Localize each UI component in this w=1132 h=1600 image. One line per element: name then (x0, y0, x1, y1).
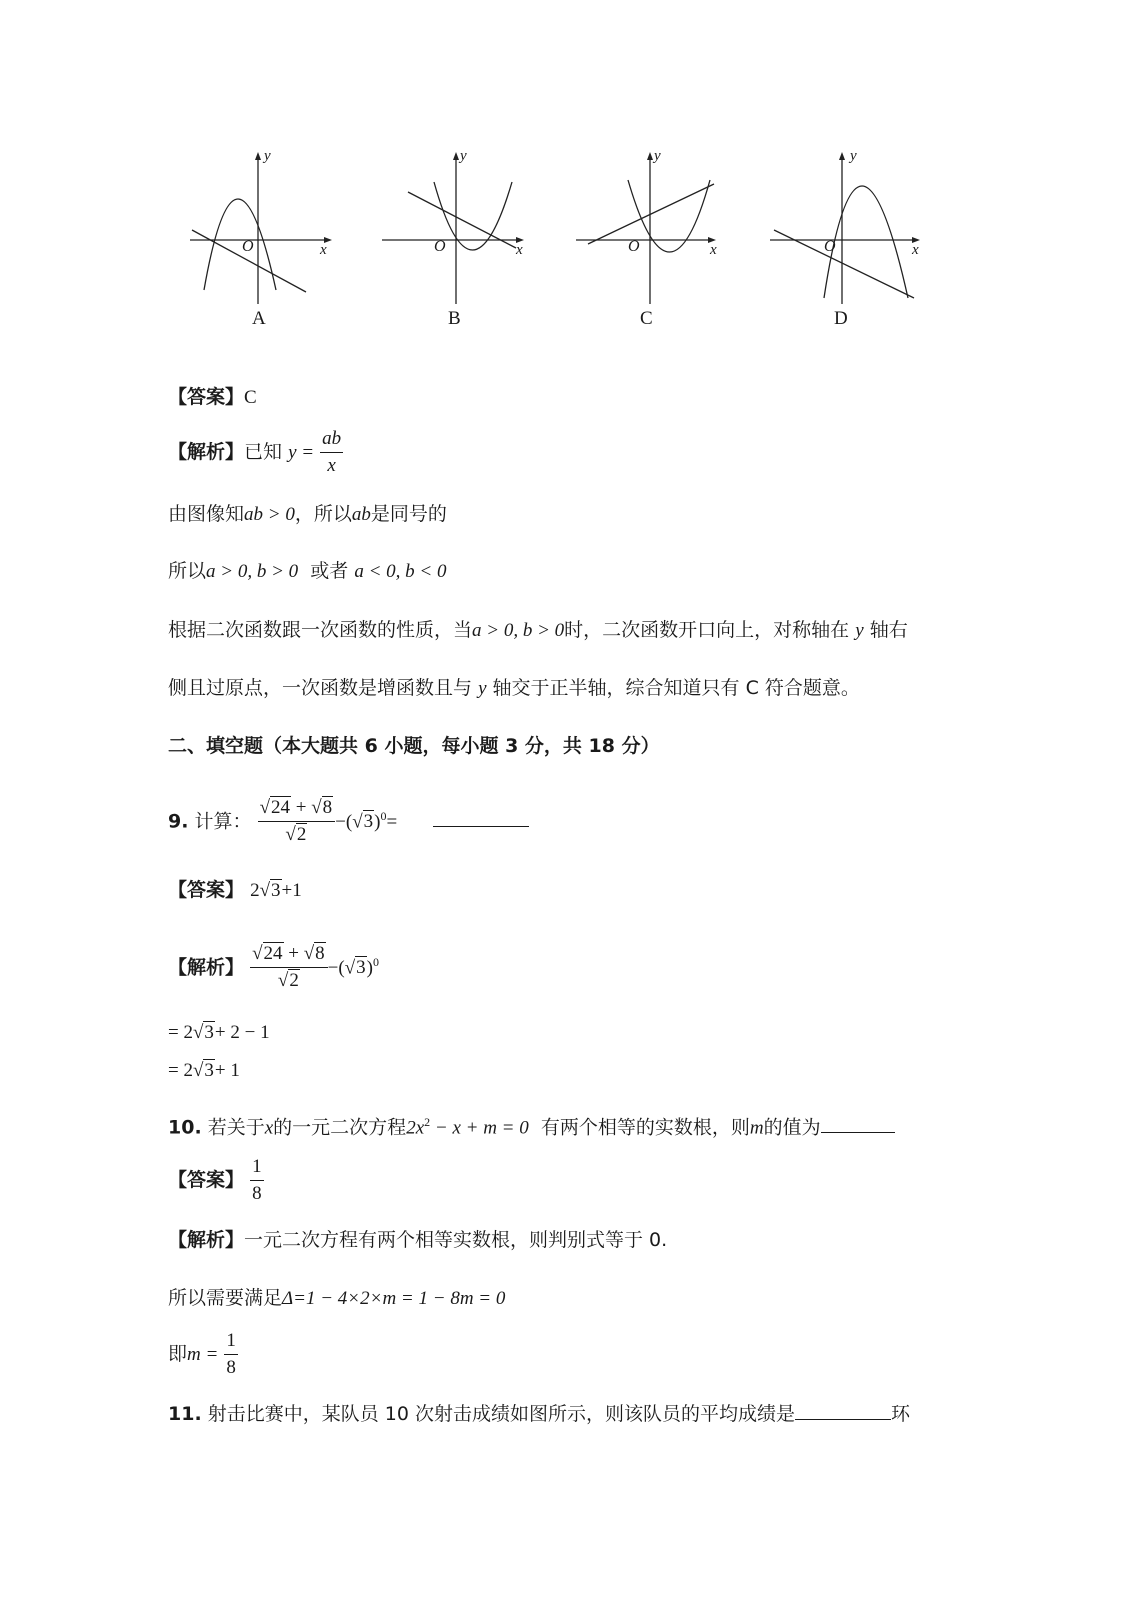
graph-a-label: A (252, 308, 266, 329)
analysis-bracket: 【解析】 (168, 441, 245, 463)
q10-analysis: 【解析】一元二次方程有两个相等实数根，则判别式等于 0. (168, 1229, 668, 1251)
q8-line1: 由图像知ab > 0，所以ab是同号的 (168, 503, 447, 525)
q8-line2: 所以a > 0, b > 0 或者 a < 0, b < 0 (168, 560, 447, 582)
q9-step1: = 2√3+ 2 − 1 (168, 1022, 270, 1043)
q8-formula-fraction: $\frac{ab}{x}$ (322, 428, 342, 476)
q9-fraction: $\frac{√24 + √8}{√2}$ (258, 795, 336, 848)
graph-a-origin: O (242, 238, 254, 255)
graph-d-x-label: x (912, 242, 919, 258)
q10-question: 10. 若关于x的一元二次方程$2x^2 - x + m = 0$ 有两个相等的实数根，则m的值为 (168, 1108, 895, 1142)
graph-c-origin: O (628, 238, 640, 255)
q8-line3: 根据二次函数跟一次函数的性质，当a > 0, b > 0时，二次函数开口向上，对称轴在 y 轴右 (168, 619, 908, 641)
answer-bracket: 【答案】 (168, 1169, 245, 1191)
graph-c (574, 148, 724, 308)
graph-b (380, 148, 530, 308)
q11-answer-blank[interactable] (795, 1419, 891, 1420)
graph-b-origin: O (434, 238, 446, 255)
graph-d-origin: O (824, 238, 836, 255)
graph-d (768, 148, 928, 308)
graph-b-y-label: y (460, 148, 467, 164)
q9-step2: = 2√3+ 1 (168, 1060, 240, 1081)
graph-a-y-label: y (264, 148, 271, 164)
q9-answer-blank[interactable] (433, 826, 529, 827)
graph-a (186, 148, 336, 308)
q10-answer-blank[interactable] (821, 1132, 895, 1133)
section-2-title: 二、填空题（本大题共 6 小题，每小题 3 分，共 18 分） (168, 735, 660, 757)
q9-answer: 【答案】 2√3+1 (168, 879, 302, 901)
q8-line4: 侧且过原点，一次函数是增函数且与 y 轴交于正半轴，综合知道只有 C 符合题意。 (168, 677, 860, 699)
graph-a-x-label: x (320, 242, 327, 258)
graph-c-label: C (640, 308, 653, 329)
q8-answer (168, 383, 257, 412)
q11-number: 11. (168, 1403, 202, 1425)
q9-question: 9. 计算： $\frac{√24 + √8}{√2}$ $-(√3)^0=$ (168, 788, 529, 850)
q10-answer-fraction: $\frac{1}{8}$ (252, 1156, 262, 1204)
q11-question: 11. 射击比赛中，某队员 10 次射击成绩如图所示，则该队员的平均成绩是 环 (168, 1403, 910, 1425)
answer-bracket: 【答案】 (168, 879, 245, 901)
q10-line3: 即m = $\frac{1}{8}$ (168, 1328, 238, 1381)
analysis-bracket: 【解析】 (168, 956, 245, 979)
q8-analysis-intro: 【解析】已知 y = $\frac{ab}{x}$ (168, 426, 343, 479)
q8-answer-value: C (244, 387, 257, 408)
analysis-bracket: 【解析】 (168, 1229, 245, 1251)
q9-analysis: 【解析】 $\frac{√24 + √8}{√2}$ $-(√3)^0$ (168, 934, 379, 996)
graph-d-y-label: y (850, 148, 857, 164)
q9-analysis-fraction: $\frac{√24 + √8}{√2}$ (250, 941, 328, 994)
q10-number: 10. (168, 1116, 202, 1139)
graph-c-y-label: y (654, 148, 661, 164)
graph-b-x-label: x (516, 242, 523, 258)
graph-d-label: D (834, 308, 848, 329)
graph-c-x-label: x (710, 242, 717, 258)
q9-number: 9. (168, 810, 189, 833)
q10-answer (168, 1154, 264, 1207)
q10-result-fraction: $\frac{1}{8}$ (226, 1330, 236, 1378)
graph-b-label: B (448, 308, 461, 329)
q10-line2: 所以需要满足Δ=1 − 4×2×m = 1 − 8m = 0 (168, 1287, 506, 1309)
answer-bracket: 【答案】 (168, 386, 245, 408)
